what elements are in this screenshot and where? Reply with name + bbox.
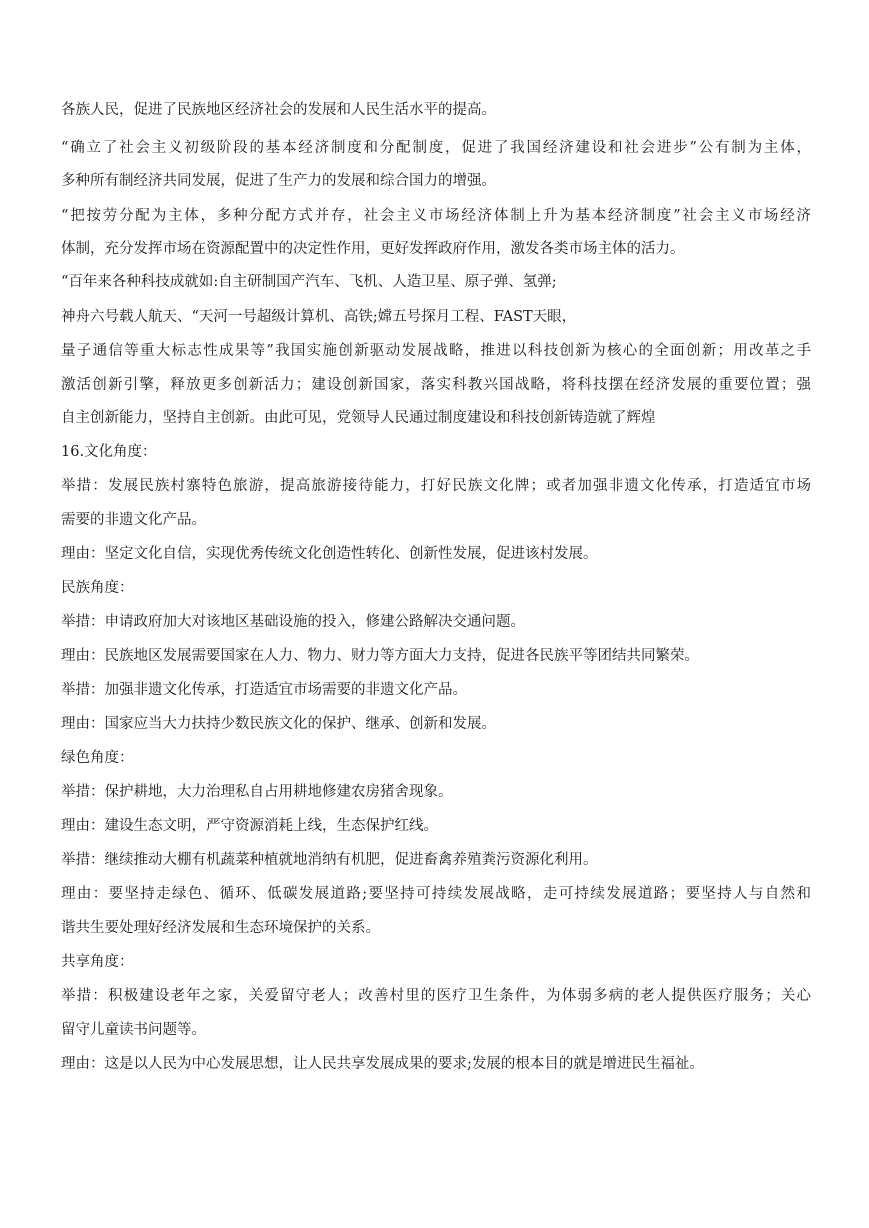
text-line: 多种所有制经济共同发展，促进了生产力的发展和综合国力的增强。 [61,173,496,189]
text-line: 理由：民族地区发展需要国家在人力、物力、财力等方面大力支持，促进各民族平等团结共同繁荣。 [61,648,699,664]
text-line: 理由：建设生态文明，严守资源消耗上线，生态保护红线。 [61,818,438,834]
text-line: 激活创新引擎，释放更多创新活力；建设创新国家，落实科教兴国战略，将科技摆在经济发展的重要位置；强 [61,377,811,393]
text-line: 理由：坚定文化自信，实现优秀传统文化创造性转化、创新性发展，促进该村发展。 [61,546,598,562]
section-heading: 16.文化角度： [61,444,157,460]
text-line: 举措：积极建设老年之家，关爱留守老人；改善村里的医疗卫生条件，为体弱多病的老人提供医疗服务；关心 [61,988,811,1004]
text-line: “百年来各种科技成就如:自主研制国产汽车、飞机、人造卫星、原子弹、氢弹; [61,274,557,290]
text-line: 举措：保护耕地，大力治理私自占用耕地修建农房猪舍现象。 [61,784,453,800]
text-line: 体制，充分发挥市场在资源配置中的决定性作用，更好发挥政府作用，激发各类市场主体的活力。 [61,241,685,257]
text-line: “确立了社会主义初级阶段的基本经济制度和分配制度，促进了我国经济建设和社会进步”公有制为主体， [61,140,811,156]
text-line: 举措：申请政府加大对该地区基础设施的投入，修建公路解决交通问题。 [61,614,525,630]
text-line: 举措：加强非遗文化传承，打造适宜市场需要的非遗文化产品。 [61,682,467,698]
text-line: 谐共生要处理好经济发展和生态环境保护的关系。 [61,920,380,936]
text-line: 举措：发展民族村寨特色旅游，提高旅游接待能力，打好民族文化牌；或者加强非遗文化传承，打造适宜市场 [61,478,811,494]
section-heading: 民族角度： [61,580,134,596]
text-line: 神舟六号载人航天、“天河一号超级计算机、高铁;嫦五号探月工程、FAST天眼， [61,309,577,325]
text-line: “把按劳分配为主体，多种分配方式并存，社会主义市场经济体制上升为基本经济制度”社会主义市场经济 [61,208,811,224]
text-line: 留守儿童读书问题等。 [61,1022,206,1038]
text-line: 理由：要坚持走绿色、循环、低碳发展道路;要坚持可持续发展战略，走可持续发展道路；要坚持人与自然和 [61,886,811,902]
text-line: 需要的非遗文化产品。 [61,512,206,528]
text-line: 量子通信等重大标志性成果等”我国实施创新驱动发展战略，推进以科技创新为核心的全面创新；用改革之手 [61,343,811,359]
text-line: 举措：继续推动大棚有机蔬菜种植就地消纳有机肥，促进畜禽养殖粪污资源化利用。 [61,852,598,868]
text-line: 自主创新能力，坚持自主创新。由此可见，党领导人民通过制度建设和科技创新铸造就了辉煌 [61,410,656,426]
text-line: 理由：国家应当大力扶持少数民族文化的保护、继承、创新和发展。 [61,716,496,732]
text-line: 理由：这是以人民为中心发展思想，让人民共享发展成果的要求;发展的根本目的就是增进民生福祉。 [61,1056,704,1072]
text-line: 各族人民，促进了民族地区经济社会的发展和人民生活水平的提高。 [61,102,496,118]
section-heading: 绿色角度： [61,750,134,766]
section-heading: 共享角度： [61,954,134,970]
